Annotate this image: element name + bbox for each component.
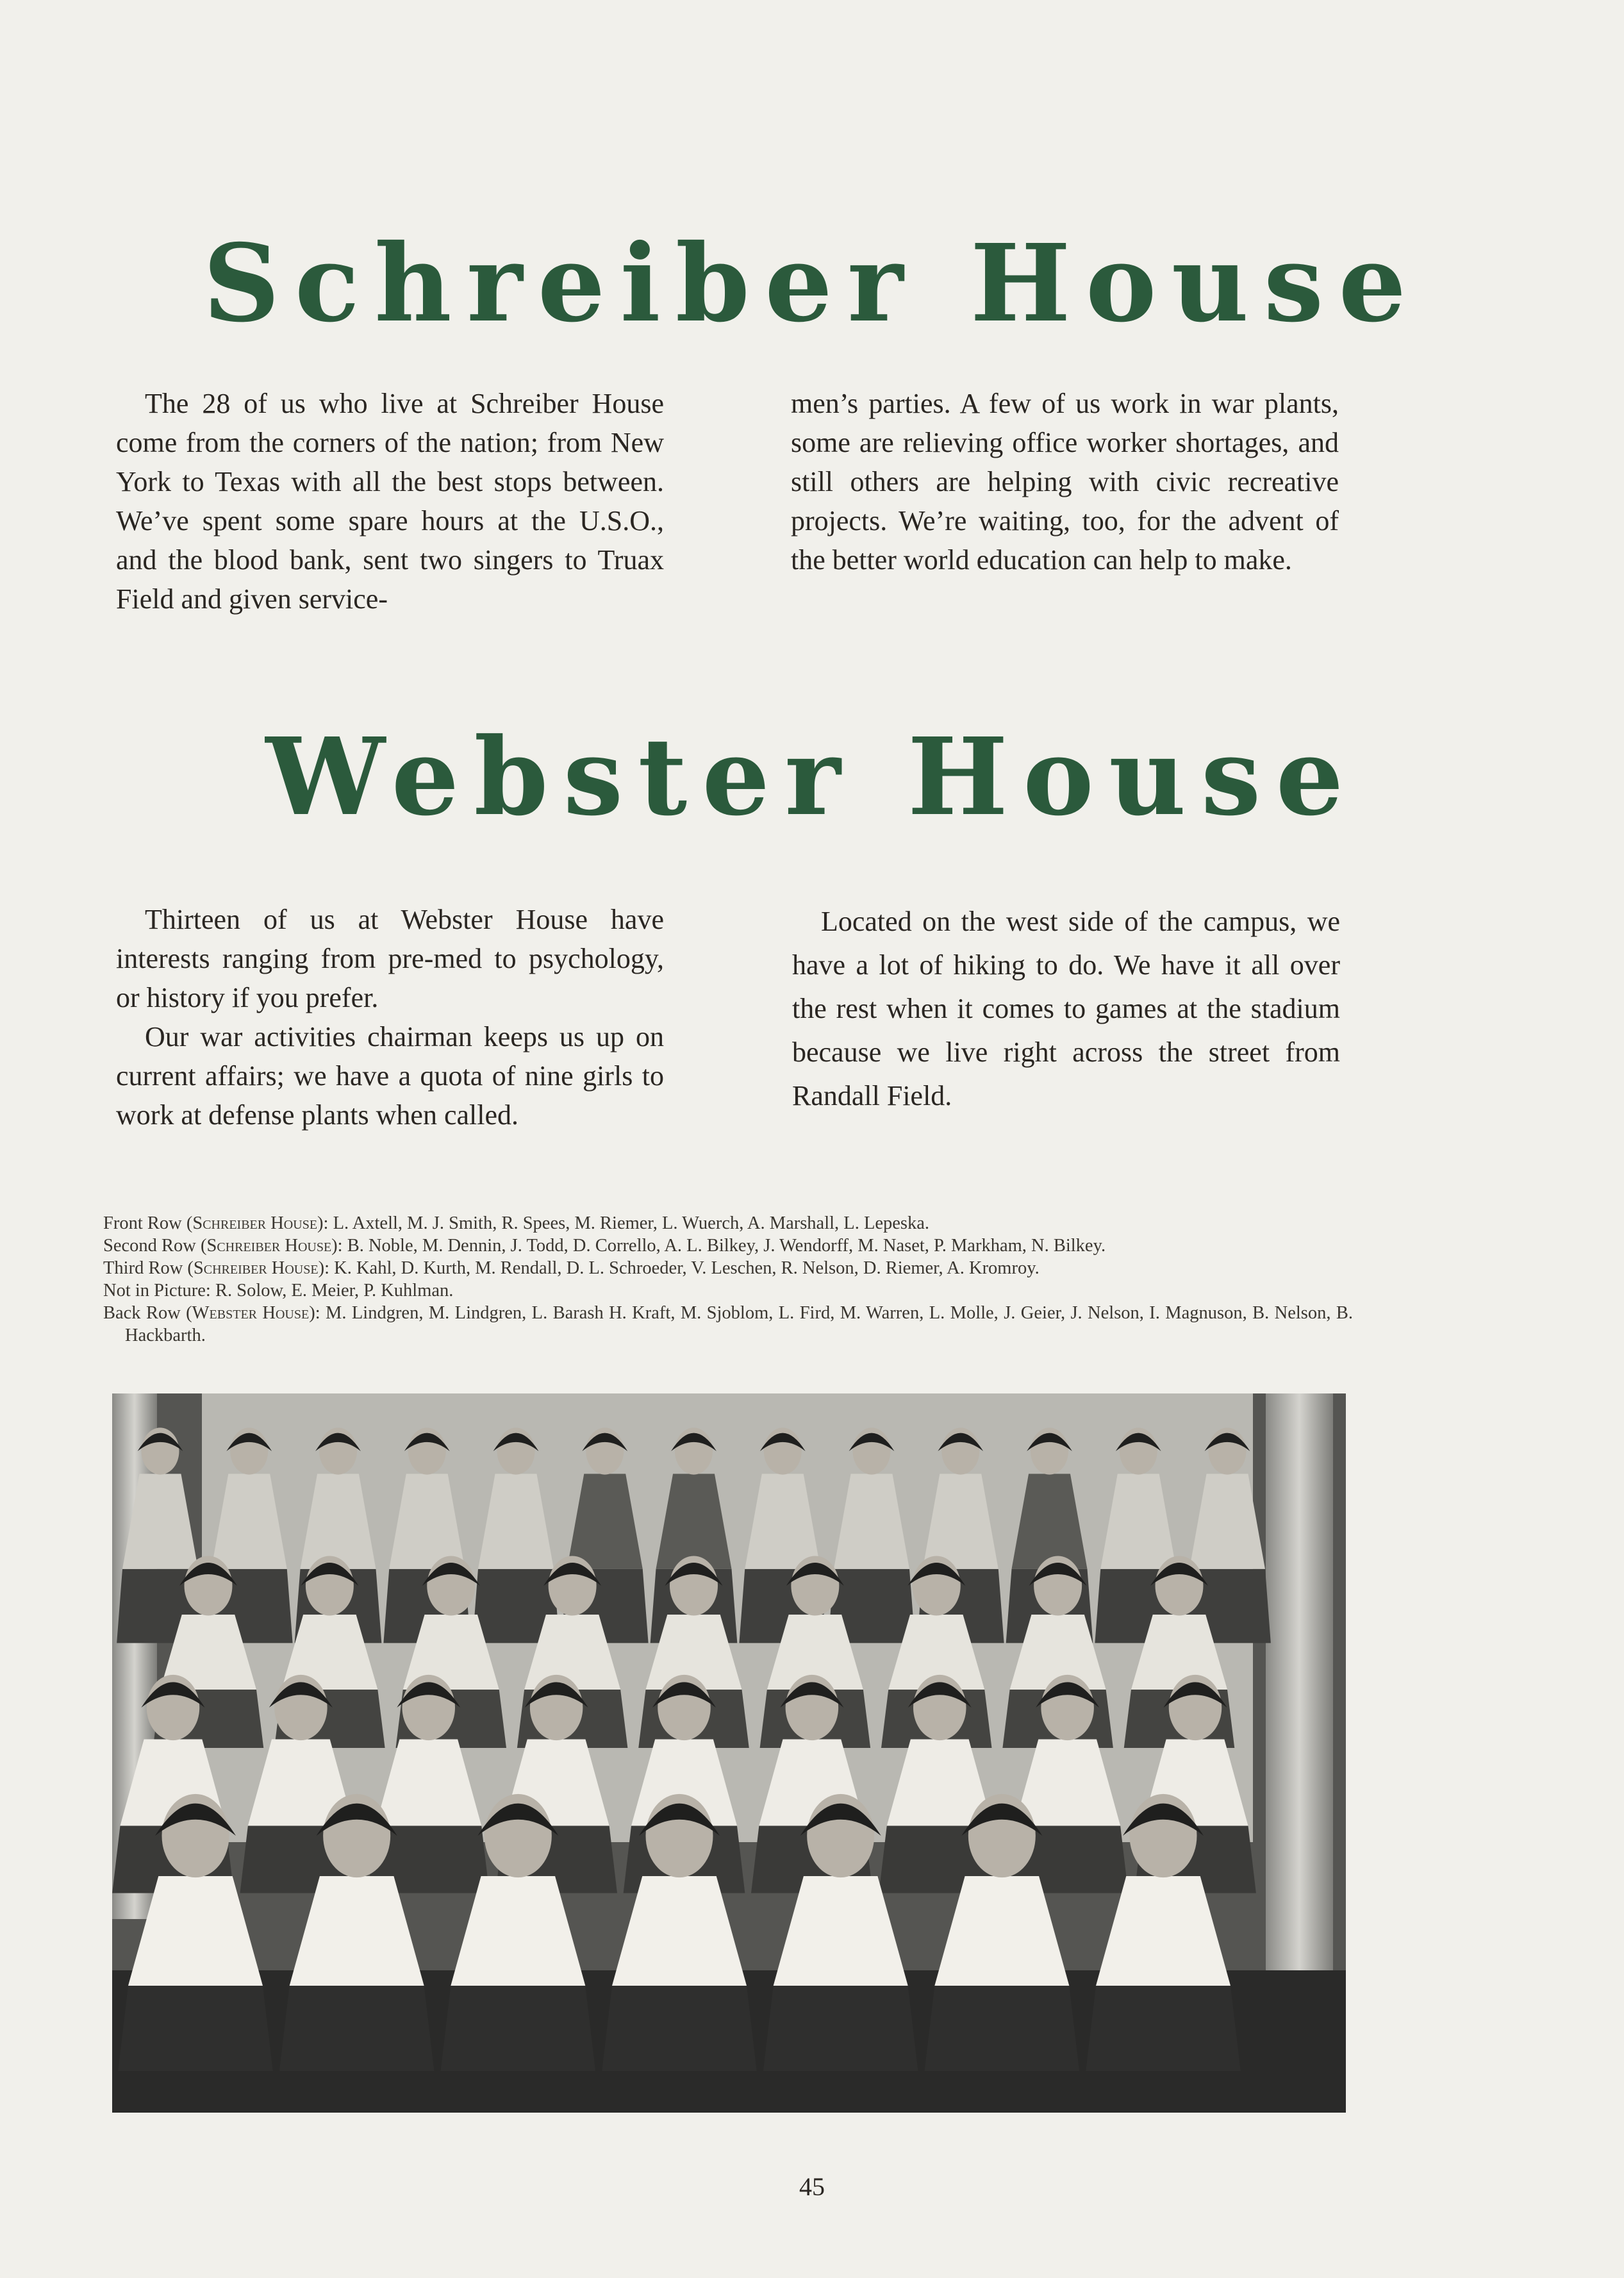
photo-caption (103, 1212, 1353, 1347)
caption-not-in-picture (103, 1279, 1353, 1302)
caption-second-row (103, 1235, 1353, 1257)
webster-right-paragraph: Located on the west side of the campus, we have a lot of hiking to do. We have it all over the rest when it comes to games at the stadium because we live right across the street from Randall Field. (792, 906, 1340, 1111)
caption-back-names: M. Lindgren, M. Lindgren, L. Barash H. Kraft, M. Sjoblom, L. Fird, M. Warren, L. Molle, J. Geier, J. Nelson, I. Magnuson, B. Nelson, B. Hackbarth. (125, 1303, 1354, 1345)
webster-right-column (792, 900, 1340, 1118)
person-skirt (441, 1986, 596, 2071)
webster-left-column (116, 900, 664, 1135)
group-photo (112, 1393, 1346, 2113)
caption-third-row (103, 1257, 1353, 1279)
webster-left-paragraph-2: Our war activities chairman keeps us up on current affairs; we have a quota of nine girls to work at defense plants when called. (116, 1021, 664, 1131)
caption-not-names: R. Solow, E. Meier, P. Kuhlman. (215, 1281, 454, 1301)
person-skirt (925, 1986, 1080, 2071)
person-skirt (602, 1986, 757, 2071)
person-skirt (279, 1986, 434, 2071)
caption-front-house: (Schreiber House): (186, 1213, 329, 1233)
caption-front-row (103, 1212, 1353, 1235)
person-skirt (1086, 1986, 1241, 2071)
page-number: 45 (799, 2172, 825, 2201)
caption-back-row (103, 1302, 1353, 1347)
caption-front-label: Front Row (103, 1213, 182, 1233)
schreiber-right-paragraph: men’s parties. A few of us work in war plants, some are relieving office worker shortages, and still others are helping with civic recreative projects. We’re waiting, too, for the advent of the better world education can help to make. (791, 388, 1339, 576)
webster-house-title: Webster House (265, 715, 1359, 840)
group-photo-illustration (112, 1393, 1346, 2113)
person-skirt (763, 1986, 918, 2071)
caption-not-label: Not in Picture: (103, 1281, 211, 1301)
schreiber-house-title: Schreiber House (203, 221, 1421, 346)
schreiber-left-column (116, 384, 664, 619)
right-column-pillar (1266, 1393, 1333, 1970)
webster-left-paragraph-1: Thirteen of us at Webster House have interests ranging from pre-med to psychology, or history if you prefer. (116, 904, 664, 1013)
caption-back-label: Back Row (103, 1303, 181, 1323)
caption-third-house: (Schreiber House): (187, 1258, 330, 1278)
caption-second-house: (Schreiber House): (201, 1236, 343, 1256)
caption-third-label: Third Row (103, 1258, 183, 1278)
caption-front-names: L. Axtell, M. J. Smith, R. Spees, M. Riemer, L. Wuerch, A. Marshall, L. Lepeska. (333, 1213, 930, 1233)
person-skirt (118, 1986, 273, 2071)
schreiber-right-column (791, 384, 1339, 579)
caption-back-house: (Webster House): (186, 1303, 320, 1323)
caption-second-names: B. Noble, M. Dennin, J. Todd, D. Corrello, A. L. Bilkey, J. Wendorff, M. Naset, P. Markham, N. Bilkey. (347, 1236, 1106, 1256)
caption-third-names: K. Kahl, D. Kurth, M. Rendall, D. L. Schroeder, V. Leschen, R. Nelson, D. Riemer, A. Kromroy. (334, 1258, 1040, 1278)
schreiber-left-paragraph: The 28 of us who live at Schreiber House come from the corners of the nation; from New York to Texas with all the best stops between. We’ve spent some spare hours at the U.S.O., and the blood bank, sent two singers to Truax Field and given service- (116, 388, 664, 615)
caption-second-label: Second Row (103, 1236, 196, 1256)
